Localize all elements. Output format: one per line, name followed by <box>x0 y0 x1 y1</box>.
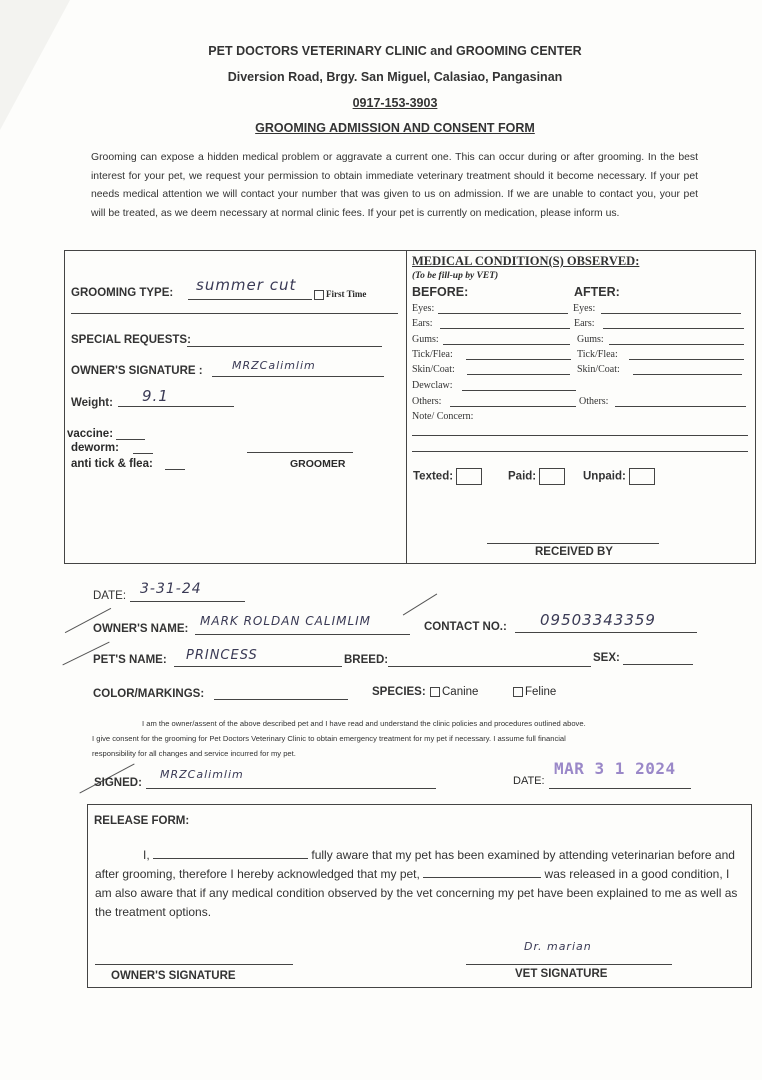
after-label: AFTER: <box>574 285 620 299</box>
consent-line-1: I am the owner/assent of the above described pet and I have read and understand the clinic policies and procedures outlined above. <box>142 719 586 728</box>
vaccine-label: vaccine: <box>67 428 114 440</box>
received-by-line[interactable] <box>487 543 659 544</box>
after-others-line[interactable] <box>615 406 746 407</box>
before-tickflea-line[interactable] <box>466 359 571 360</box>
owner-signature-value[interactable]: MRZCalimlim <box>232 359 316 372</box>
dewclaw-label: Dewclaw: <box>412 380 453 391</box>
color-markings-line[interactable] <box>214 699 348 700</box>
owner-signature-label: OWNER'S SIGNATURE : <box>71 365 203 377</box>
date-label: DATE: <box>93 590 127 602</box>
sex-label: SEX: <box>593 652 620 664</box>
release-paragraph <box>95 846 747 922</box>
grooming-type-line-2 <box>71 313 398 314</box>
weight-label: Weight: <box>71 397 113 409</box>
pen-mark <box>403 593 437 615</box>
first-time-checkbox[interactable] <box>314 290 324 300</box>
feline-checkbox[interactable] <box>513 687 523 697</box>
release-owner-signature-label: OWNER'S SIGNATURE <box>111 970 236 982</box>
date-value[interactable]: 3-31-24 <box>140 581 202 597</box>
after-skincoat-line[interactable] <box>633 374 742 375</box>
consent-line-3: responsibility for all changes and service incurred for my pet. <box>92 749 296 758</box>
before-label: BEFORE: <box>412 285 469 299</box>
contact-value[interactable]: 09503343359 <box>540 611 656 629</box>
before-skincoat-line[interactable] <box>467 374 570 375</box>
unpaid-option[interactable] <box>583 468 655 485</box>
weight-value[interactable]: 9.1 <box>142 387 169 405</box>
note-line-2[interactable] <box>412 451 748 452</box>
before-eyes-label: Eyes: <box>412 303 435 314</box>
after-skincoat-label: Skin/Coat: <box>577 364 620 375</box>
contact-line <box>515 632 697 633</box>
unpaid-checkbox[interactable] <box>629 468 655 485</box>
canine-option[interactable] <box>430 686 478 698</box>
signed-line <box>146 788 436 789</box>
page-fold-shadow <box>0 0 70 130</box>
after-gums-label: Gums: <box>577 334 604 345</box>
deworm-label: deworm: <box>71 442 119 454</box>
medical-subtitle: (To be fill-up by VET) <box>412 271 499 281</box>
groomer-label: GROOMER <box>290 458 346 470</box>
species-label: SPECIES: <box>372 686 426 698</box>
first-time-label: First Time <box>326 289 367 299</box>
consent-line-2: I give consent for the grooming for Pet Doctors Veterinary Clinic to obtain emergency treatment for my pet if necessary. I assume full financial <box>92 734 566 743</box>
owner-name-label: OWNER'S NAME: <box>93 623 189 635</box>
before-eyes-line[interactable] <box>438 313 568 314</box>
clinic-address: Diversion Road, Brgy. San Miguel, Calasiao, Pangasinan <box>227 70 563 84</box>
before-gums-label: Gums: <box>412 334 439 345</box>
release-owner-blank[interactable] <box>153 848 308 859</box>
date-stamp: MAR 3 1 2024 <box>554 759 676 778</box>
unpaid-label: Unpaid: <box>583 470 626 483</box>
consent-date-line <box>549 788 691 789</box>
pet-name-line <box>174 666 342 667</box>
owner-name-value[interactable]: MARK ROLDAN CALIMLIM <box>200 614 372 628</box>
before-others-line[interactable] <box>450 406 576 407</box>
release-p2: fully aware that my pet has been examined by attending veterinarian before and after grooming, therefore I hereby acknowledged that my pet, <box>95 848 735 881</box>
grooming-type-value[interactable]: summer cut <box>196 276 297 294</box>
dewclaw-line[interactable] <box>462 390 576 391</box>
after-tickflea-line[interactable] <box>629 359 744 360</box>
date-line <box>130 601 245 602</box>
before-ears-line[interactable] <box>440 328 570 329</box>
vaccine-line[interactable] <box>116 439 145 440</box>
texted-checkbox[interactable] <box>456 468 482 485</box>
column-divider <box>406 251 407 563</box>
before-skincoat-label: Skin/Coat: <box>412 364 455 375</box>
canine-label: Canine <box>442 686 479 698</box>
paid-label: Paid: <box>508 470 537 483</box>
consent-date-label: DATE: <box>513 775 545 787</box>
after-gums-line[interactable] <box>609 344 744 345</box>
after-eyes-label: Eyes: <box>573 303 596 314</box>
special-requests-label: SPECIAL REQUESTS: <box>71 334 191 346</box>
intro-paragraph: Grooming can expose a hidden medical problem or aggravate a current one. This can occur during or after grooming. In the best interest for your pet, we request your permission to obtain immediate veterinary treatment should it become necessary. If your pet needs medical attention we will contact your number that was given to us on admission. If we are unable to contact you, your pet will be treated, as we deem necessary at normal clinic fees. If your pet is currently on medication, please inform us. <box>91 152 698 219</box>
weight-line <box>118 406 234 407</box>
vet-signature-line <box>466 964 672 965</box>
consent-text <box>92 716 702 761</box>
before-tickflea-label: Tick/Flea: <box>412 349 453 360</box>
breed-line[interactable] <box>388 666 591 667</box>
groomer-line[interactable] <box>247 452 353 453</box>
clinic-name: PET DOCTORS VETERINARY CLINIC and GROOMING CENTER <box>208 44 582 58</box>
pet-name-value[interactable]: PRINCESS <box>186 648 258 663</box>
after-others-label: Others: <box>579 396 609 407</box>
paid-option[interactable] <box>508 468 565 485</box>
before-ears-label: Ears: <box>412 318 433 329</box>
release-pet-blank[interactable] <box>423 867 541 878</box>
release-owner-signature-line[interactable] <box>95 964 293 965</box>
before-gums-line[interactable] <box>443 344 570 345</box>
vet-signature-value[interactable]: Dr. marian <box>524 940 592 953</box>
special-requests-line[interactable] <box>187 346 382 347</box>
owner-name-line <box>195 634 410 635</box>
texted-label: Texted: <box>413 470 454 483</box>
received-by-label: RECEIVED BY <box>535 546 613 558</box>
canine-checkbox[interactable] <box>430 687 440 697</box>
contact-label: CONTACT NO.: <box>424 621 507 633</box>
grooming-type-line <box>188 299 312 300</box>
feline-label: Feline <box>525 686 557 698</box>
paid-checkbox[interactable] <box>539 468 565 485</box>
owner-signature-line <box>212 376 384 377</box>
feline-option[interactable] <box>513 686 556 698</box>
anti-tick-label: anti tick & flea: <box>71 458 153 470</box>
release-title: RELEASE FORM: <box>94 815 190 827</box>
note-line-1[interactable] <box>412 435 748 436</box>
note-concern-label: Note/ Concern: <box>412 411 474 422</box>
breed-label: BREED: <box>344 654 389 666</box>
pet-name-label: PET'S NAME: <box>93 654 167 666</box>
after-ears-line[interactable] <box>603 328 744 329</box>
release-p3: was released in a good condition, I am also aware that if any medical condition observed by the vet concerning my pet have been explained to me as well as the treatment options. <box>95 867 738 919</box>
after-eyes-line[interactable] <box>601 313 741 314</box>
signed-label: SIGNED: <box>94 777 142 789</box>
form-title: GROOMING ADMISSION AND CONSENT FORM <box>255 121 535 135</box>
grooming-type-label: GROOMING TYPE: <box>71 287 174 299</box>
before-others-label: Others: <box>412 396 442 407</box>
signed-value[interactable]: MRZCalimlim <box>160 768 244 781</box>
vet-signature-label: VET SIGNATURE <box>515 968 608 980</box>
after-tickflea-label: Tick/Flea: <box>577 349 618 360</box>
sex-line[interactable] <box>623 664 693 665</box>
medical-title: MEDICAL CONDITION(S) OBSERVED: <box>412 254 640 268</box>
first-time-option[interactable] <box>314 289 366 300</box>
after-ears-label: Ears: <box>574 318 595 329</box>
release-p1: I, <box>143 848 150 862</box>
deworm-line[interactable] <box>133 453 153 454</box>
color-markings-label: COLOR/MARKINGS: <box>93 688 205 700</box>
texted-option[interactable] <box>413 468 482 485</box>
clinic-phone: 0917-153-3903 <box>352 96 438 110</box>
anti-tick-line[interactable] <box>165 469 185 470</box>
